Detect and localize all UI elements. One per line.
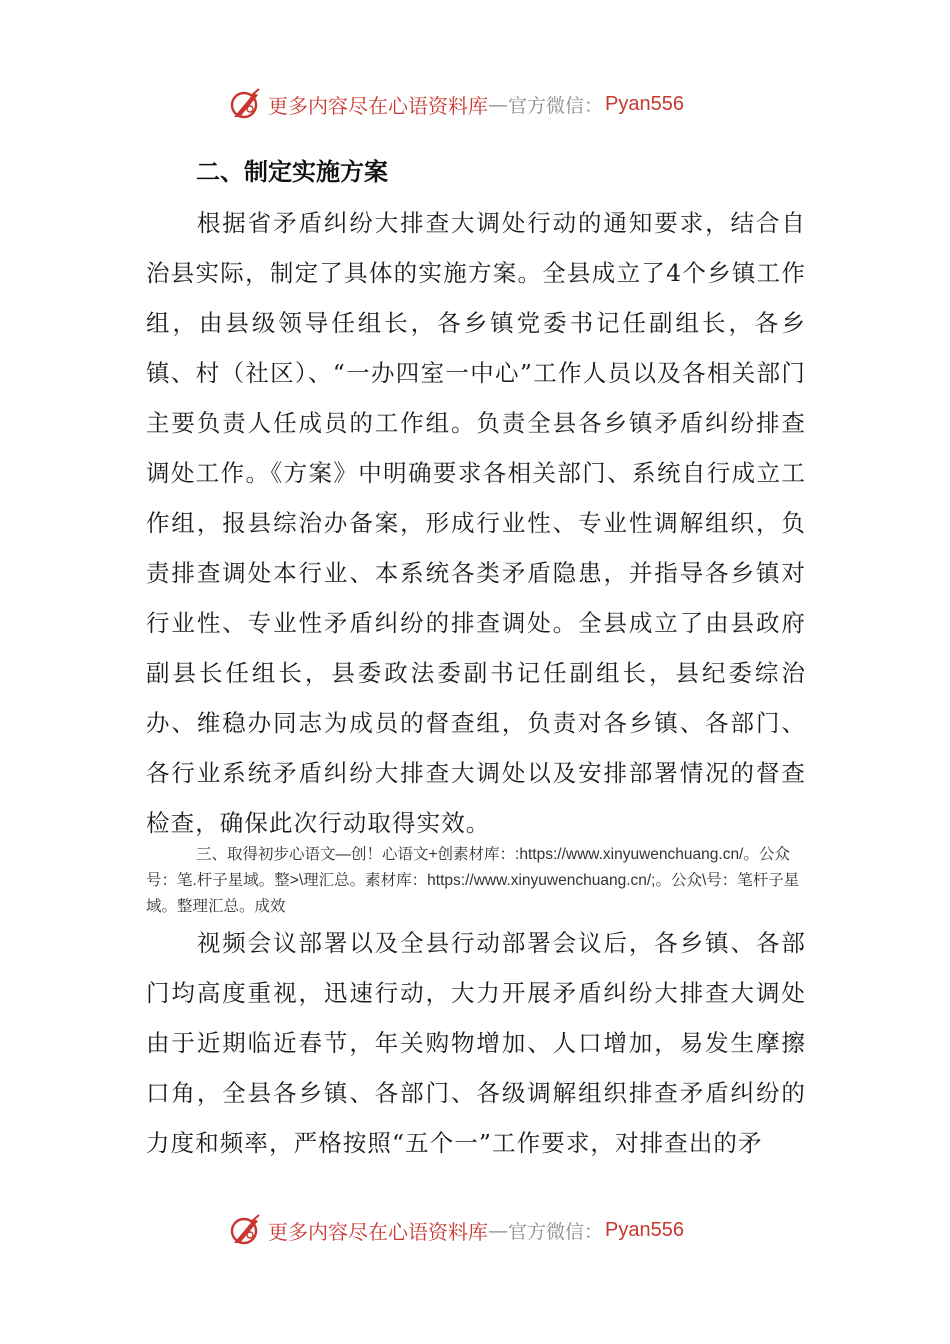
section-heading: 二、制定实施方案 [196,158,388,186]
banner-wechat-label: 官方微信： [508,1220,604,1243]
banner-dash: — [488,92,508,116]
body-paragraph-1 [146,198,806,848]
banner-wechat-id: Pyan556 [605,1218,684,1241]
banner-text: 更多内容尽在心语资料库 [268,93,488,118]
paragraph-2-text: 视频会议部署以及全县行动部署会议后，各乡镇、各部门均高度重视，迅速行动，大力开展矛盾纠纷大排查大调处由于近期临近春节，年关购物增加、人口增加，易发生摩擦口角，全县各乡镇、各部门、各级调解组织排查矛盾纠纷的力度和频率，严格按照“五个一”工作要求，对排查出的矛 [146,929,806,1157]
header-watermark-banner [228,86,748,122]
banner-dash: — [488,1218,508,1242]
footer-watermark-banner [228,1212,748,1248]
banner-wechat-label: 官方微信： [508,94,604,117]
banner-text: 更多内容尽在心语资料库 [268,1219,488,1244]
quill-pen-logo-icon [228,87,262,121]
paragraph-1-text: 根据省矛盾纠纷大排查大调处行动的通知要求，结合自治县实际，制定了具体的实施方案。全县成立了4个乡镇工作组，由县级领导任组长，各乡镇党委书记任副组长，各乡镇、村（社区）、“一办四室一中心”工作人员以及各相关部门主要负责人任成员的工作组。负责全县各乡镇矛盾纠纷排查调处工作。《方案》中明确要求各相关部门、系统自行成立工作组，报县综治办备案，形成行业性、专业性调解组织，负责排查调处本行业、本系统各类矛盾隐患，并指导各乡镇对行业性、专业性矛盾纠纷的排查调处。全县成立了由县政府副县长任组长，县委政法委副书记任副组长，县纪委综治办、维稳办同志为成员的督查组，负责对各乡镇、各部门、各行业系统矛盾纠纷大排查大调处以及安排部署情况的督查检查，确保此次行动取得实效。 [146,209,806,837]
watermark-note [146,842,810,920]
quill-pen-logo-icon [228,1213,262,1247]
note-text: 三、取得初步心语文—创！心语文+创素材库：:https://www.xinyuwenchuang.cn/。公众号：笔.杆子星域。整>\理汇总。素材库：https://www.xinyuwenchuang.cn/;。公众\号：笔杆子星域。整理汇总。成效 [146,846,800,915]
body-paragraph-2 [146,918,806,1168]
banner-wechat-id: Pyan556 [605,92,684,115]
